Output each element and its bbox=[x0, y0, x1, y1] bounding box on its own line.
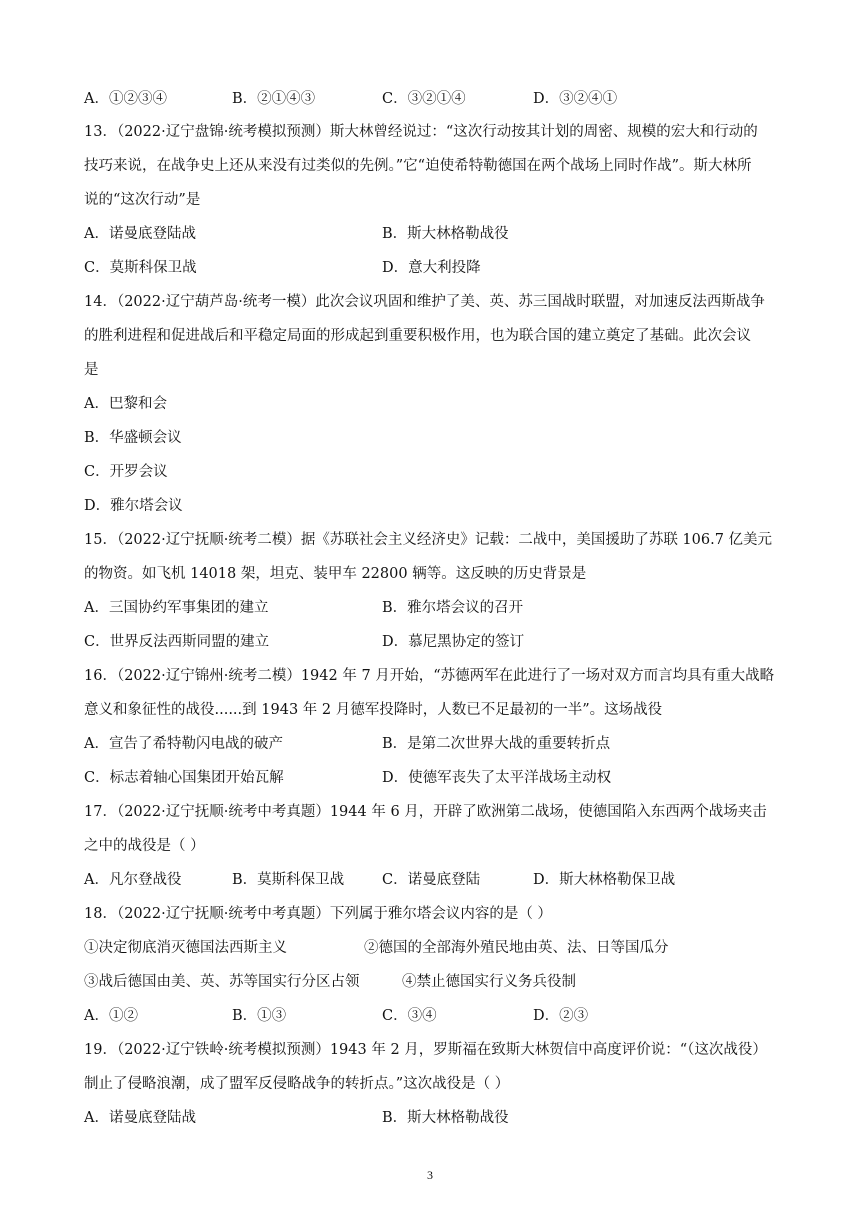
q16-option-b: B．是第二次世界大战的重要转折点 bbox=[382, 736, 611, 752]
q14-option-b: B．华盛顿会议 bbox=[84, 430, 182, 446]
q17-option-d: D．斯大林格勒保卫战 bbox=[533, 872, 676, 888]
q18-option-c: C．③④ bbox=[382, 1008, 437, 1024]
q18-stem-line-1: 18．（2022·辽宁抚顺·统考中考真题）下列属于雅尔塔会议内容的是（ ） bbox=[84, 906, 552, 922]
q18-option-a: A．①② bbox=[84, 1008, 138, 1024]
q12-option-a: A．①②③④ bbox=[84, 91, 167, 107]
q18-option-b: B．①③ bbox=[232, 1008, 287, 1024]
q18-item-2: ②德国的全部海外殖民地由英、法、日等国瓜分 bbox=[364, 940, 669, 956]
q13-option-a: A．诺曼底登陆战 bbox=[84, 226, 196, 242]
q12-option-c: C．③②①④ bbox=[382, 91, 466, 107]
q13-option-c: C．莫斯科保卫战 bbox=[84, 260, 197, 276]
q17-option-a: A．凡尔登战役 bbox=[84, 872, 182, 888]
q17-stem-line-1: 17．（2022·辽宁抚顺·统考中考真题）1944 年 6 月，开辟了欧洲第二战场，使德国陷入东西两个战场夹击 bbox=[84, 804, 767, 820]
q17-option-c: C．诺曼底登陆 bbox=[382, 872, 481, 888]
q18-item-1: ①决定彻底消灭德国法西斯主义 bbox=[84, 940, 287, 956]
q12-option-d: D．③②④① bbox=[533, 91, 618, 107]
q13-stem-line-3: 说的“这次行动”是 bbox=[84, 192, 201, 208]
q12-option-b: B．②①④③ bbox=[232, 91, 316, 107]
q16-option-d: D．使德军丧失了太平洋战场主动权 bbox=[382, 770, 612, 786]
q15-option-d: D．慕尼黑协定的签订 bbox=[382, 634, 525, 650]
q13-stem-line-1: 13．（2022·辽宁盘锦·统考模拟预测）斯大林曾经说过：“这次行动按其计划的周密、规模的宏大和行动的 bbox=[84, 124, 758, 140]
q18-item-3: ③战后德国由美、英、苏等国实行分区占领 bbox=[84, 974, 360, 990]
page-number: 3 bbox=[427, 1168, 433, 1182]
q13-option-b: B．斯大林格勒战役 bbox=[382, 226, 509, 242]
q19-stem-line-2: 制止了侵略浪潮，成了盟军反侵略战争的转折点。”这次战役是（ ） bbox=[84, 1076, 510, 1092]
q14-option-c: C．开罗会议 bbox=[84, 464, 168, 480]
q19-option-b: B．斯大林格勒战役 bbox=[382, 1110, 509, 1126]
q18-item-4: ④禁止德国实行义务兵役制 bbox=[402, 974, 576, 990]
q15-stem-line-1: 15．（2022·辽宁抚顺·统考二模）据《苏联社会主义经济史》记载：二战中，美国援助了苏联 106.7 亿美元 bbox=[84, 532, 773, 548]
q15-option-a: A．三国协约军事集团的建立 bbox=[84, 600, 269, 616]
q16-stem-line-2: 意义和象征性的战役......到 1943 年 2 月德军投降时，人数已不足最初的一半”。这场战役 bbox=[84, 702, 663, 718]
q15-stem-line-2: 的物资。如飞机 14018 架，坦克、装甲车 22800 辆等。这反映的历史背景是 bbox=[84, 566, 587, 582]
q14-option-a: A．巴黎和会 bbox=[84, 396, 167, 412]
q18-option-d: D．②③ bbox=[533, 1008, 589, 1024]
q14-option-d: D．雅尔塔会议 bbox=[84, 498, 183, 514]
q16-stem-line-1: 16．（2022·辽宁锦州·统考二模）1942 年 7 月开始，“苏德两军在此进行了一场对双方而言均具有重大战略 bbox=[84, 668, 775, 684]
q15-option-b: B．雅尔塔会议的召开 bbox=[382, 600, 524, 616]
q19-option-a: A．诺曼底登陆战 bbox=[84, 1110, 196, 1126]
q16-option-c: C．标志着轴心国集团开始瓦解 bbox=[84, 770, 284, 786]
q13-stem-line-2: 技巧来说，在战争史上还从来没有过类似的先例。”它“迫使希特勒德国在两个战场上同时作战”。斯大林所 bbox=[84, 158, 752, 174]
q13-option-d: D．意大利投降 bbox=[382, 260, 481, 276]
q17-option-b: B．莫斯科保卫战 bbox=[232, 872, 345, 888]
q19-stem-line-1: 19．（2022·辽宁铁岭·统考模拟预测）1943 年 2 月，罗斯福在致斯大林贺信中高度评价说：“（这次战役） bbox=[84, 1042, 767, 1058]
q15-option-c: C．世界反法西斯同盟的建立 bbox=[84, 634, 270, 650]
q16-option-a: A．宣告了希特勒闪电战的破产 bbox=[84, 736, 283, 752]
q14-stem-line-1: 14．（2022·辽宁葫芦岛·统考一模）此次会议巩固和维护了美、英、苏三国战时联盟，对加速反法西斯战争 bbox=[84, 294, 765, 310]
q14-stem-line-2: 的胜利进程和促进战后和平稳定局面的形成起到重要积极作用，也为联合国的建立奠定了基础。此次会议 bbox=[84, 328, 751, 344]
q14-stem-line-3: 是 bbox=[84, 362, 99, 378]
q17-stem-line-2: 之中的战役是（ ） bbox=[84, 838, 205, 854]
